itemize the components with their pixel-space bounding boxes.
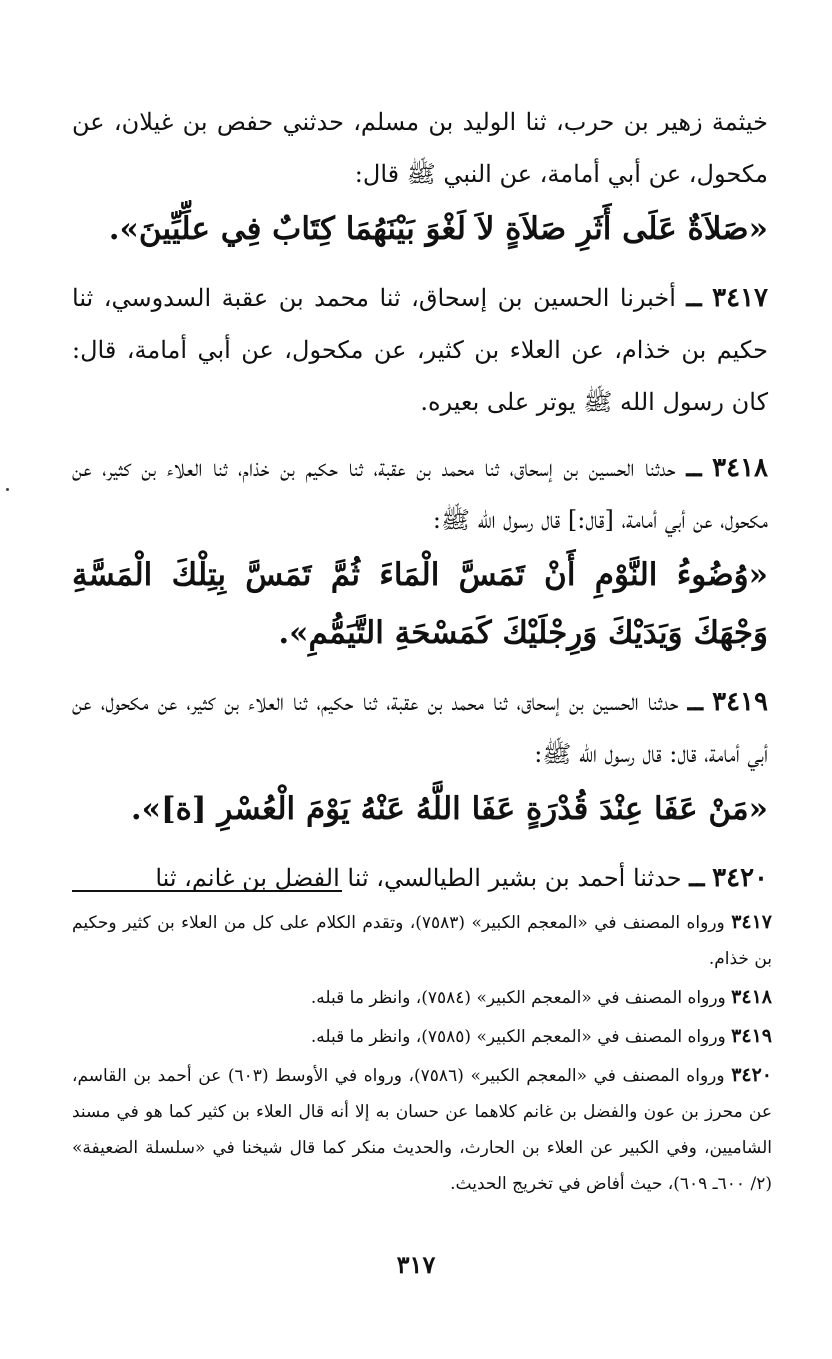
footnote-text: ورواه المصنف في «المعجم الكبير» (٧٥٨٤)، وانظر ما قبله. xyxy=(310,988,726,1008)
footnote-number: ٣٤١٩ xyxy=(731,1025,772,1047)
hadith-text: «مَنْ عَفَا عِنْدَ قُدْرَةٍ عَفَا اللَّهُ عَنْهُ يَوْمَ الْعُسْرِ [ة]». xyxy=(130,791,768,827)
footnote-text: ورواه المصنف في «المعجم الكبير» (٧٥٨٦)، ورواه في الأوسط (٦٠٣) عن أحمد بن القاسم، عن محرز بن عون والفضل بن غانم كلاهما عن حسان به إلا أنه قال العلاء بن كثير كما هو في مسند الشاميين، وفي الكبير عن العلاء بن الحارث، والحديث منكر كما قال شيخنا في «سلسلة الضعيفة» (٢/ ٦٠٠ـ ٦٠٩)، حيث أفاض في تخريج الحديث. xyxy=(72,1066,772,1194)
footnote-list xyxy=(72,904,772,1202)
footnote-text: ورواه المصنف في «المعجم الكبير» (٧٥٨٥)، وانظر ما قبله. xyxy=(310,1027,726,1047)
hadith-number: ٣٤١٧ xyxy=(712,283,768,313)
hadith-entry xyxy=(72,272,768,428)
footnote xyxy=(72,1057,772,1202)
entry-text: أخبرنا الحسين بن إسحاق، ثنا محمد بن عقبة السدوسي، ثنا حكيم بن خذام، عن العلاء بن كثير، عن مكحول، عن أبي أمامة، قال: كان رسول الله ﷺ يوتر على بعيره. xyxy=(72,284,768,416)
entry-text: حدثنا أحمد بن بشير الطيالسي، ثنا الفضل بن غانم، ثنا xyxy=(155,864,682,892)
continuation-paragraph xyxy=(72,96,768,258)
entry-text: حدثنا الحسين بن إسحاق، ثنا محمد بن عقبة، ثنا حكيم، ثنا العلاء بن كثير، عن مكحول، عن أبي أمامة، قال: قال رسول الله ﷺ: xyxy=(72,688,768,768)
entry-dash: ــ xyxy=(686,453,702,483)
hadith-number: ٣٤٢٠ xyxy=(712,863,768,893)
entry-dash: ــ xyxy=(689,863,705,893)
footnote xyxy=(72,979,772,1016)
page-number: ٣١٧ xyxy=(396,1250,436,1279)
entry-dash: ــ xyxy=(687,687,703,717)
hadith-entry xyxy=(72,676,768,838)
footnote-number: ٣٤١٨ xyxy=(731,986,772,1008)
hadith-number: ٣٤١٩ xyxy=(712,687,768,717)
main-text xyxy=(72,96,768,904)
footnote-divider xyxy=(72,890,342,892)
scan-speck xyxy=(6,488,9,491)
footnotes xyxy=(72,890,772,1202)
footnote xyxy=(72,1018,772,1055)
footnote xyxy=(72,904,772,977)
hadith-entry xyxy=(72,442,768,662)
footnote-number: ٣٤٢٠ xyxy=(731,1064,773,1086)
hadith-number: ٣٤١٨ xyxy=(712,453,768,483)
footnote-number: ٣٤١٧ xyxy=(731,911,773,933)
hadith-text: «صَلاَةٌ عَلَى أَثَرِ صَلاَةٍ لاَ لَغْوَ بَيْنَهُمَا كِتَابٌ فِي علِّيِّينَ». xyxy=(108,211,768,247)
continuation-text: خيثمة زهير بن حرب، ثنا الوليد بن مسلم، حدثني حفص بن غيلان، عن مكحول، عن أبي أمامة، عن النبي ﷺ قال: xyxy=(72,108,768,188)
footnote-text: ورواه المصنف في «المعجم الكبير» (٧٥٨٣)، وتقدم الكلام على كل من العلاء بن كثير وحكيم بن خذام. xyxy=(72,913,772,969)
entry-text: حدثنا الحسين بن إسحاق، ثنا محمد بن عقبة، ثنا حكيم بن خذام، ثنا العلاء بن كثير، عن مكحول، عن أبي أمامة، [قال:] قال رسول الله ﷺ: xyxy=(72,454,768,534)
hadith-text: «وُضُوءُ النَّوْمِ أَنْ تَمَسَّ الْمَاءَ ثُمَّ تَمَسَّ بِتِلْكَ الْمَسَّةِ وَجْهَكَ وَيَدَيْكَ وَرِجْلَيْكَ كَمَسْحَةِ التَّيَمُّمِ». xyxy=(72,557,768,651)
entry-dash: ــ xyxy=(686,283,702,313)
